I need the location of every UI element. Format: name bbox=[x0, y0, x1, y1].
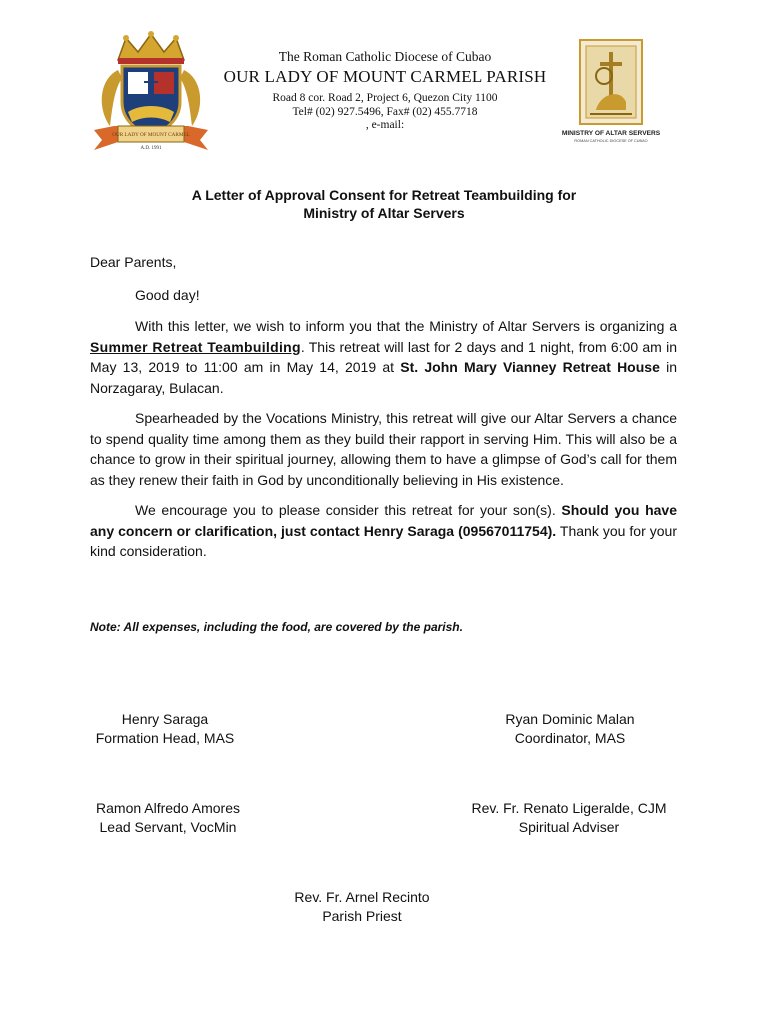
emblem-subcaption: ROMAN CATHOLIC DIOCESE OF CUBAO bbox=[574, 139, 648, 143]
signatory-role: Formation Head, MAS bbox=[95, 729, 235, 746]
signatory-block bbox=[490, 710, 650, 747]
letterhead bbox=[222, 48, 548, 133]
letter-title bbox=[90, 186, 678, 222]
signatory-block bbox=[280, 888, 444, 925]
paragraph-announcement bbox=[90, 316, 677, 398]
paragraph-purpose: Spearheaded by the Vocations Ministry, this retreat will give our Altar Servers a chance to spend quality time among them as they build their rapport in serving Him. This will also be a chance to grow in their spiritual journey, allowing them to have a glimpse of God’s call for them as they renew their faith in God by unconditionally believing in His existence. bbox=[90, 410, 677, 488]
signatory-name: Ryan Dominic Malan bbox=[505, 711, 635, 727]
crest-banner-text: OUR LADY OF MOUNT CARMEL bbox=[112, 132, 190, 138]
venue-name: St. John Mary Vianney Retreat House bbox=[400, 359, 660, 375]
signatory-role: Lead Servant, VocMin bbox=[99, 818, 237, 835]
parish-address: Road 8 cor. Road 2, Project 6, Quezon City 1100 bbox=[272, 92, 498, 104]
paragraph-closing bbox=[90, 500, 677, 562]
signatory-name: Rev. Fr. Arnel Recinto bbox=[294, 889, 430, 905]
signatory-role: Spiritual Adviser bbox=[518, 818, 620, 835]
signatory-block bbox=[90, 710, 240, 747]
altar-servers-emblem-icon bbox=[560, 38, 662, 148]
signatory-role: Coordinator, MAS bbox=[514, 729, 626, 746]
signatory-name: Rev. Fr. Renato Ligeralde, CJM bbox=[471, 800, 667, 816]
diocese-name: The Roman Catholic Diocese of Cubao bbox=[278, 49, 492, 64]
letter-title-line-1: A Letter of Approval Consent for Retreat Teambuilding for bbox=[191, 187, 577, 203]
paragraph-text: With this letter, we wish to inform you that the Ministry of Altar Servers is organizing a bbox=[135, 318, 677, 334]
paragraph-text: . This retreat will last for 2 days and 1 night, from 6:00 am in May 13, 2019 to 11:00 am in May 14, 2019 at bbox=[90, 338, 677, 375]
event-name: Summer Retreat Teambuilding bbox=[90, 338, 301, 355]
emblem-caption: MINISTRY OF ALTAR SERVERS bbox=[561, 130, 661, 137]
signatory-block bbox=[90, 799, 246, 836]
crest-year-text: A.D. 1991 bbox=[140, 146, 162, 151]
parish-phone-fax: Tel# (02) 927.5496, Fax# (02) 455.7718 bbox=[292, 105, 478, 118]
expenses-note: Note: All expenses, including the food, are covered by the parish. bbox=[90, 620, 463, 634]
signatory-role: Parish Priest bbox=[322, 907, 402, 924]
parish-email: , e-mail: bbox=[365, 119, 405, 131]
signatory-name: Henry Saraga bbox=[121, 711, 209, 727]
paragraph-text: We encourage you to please consider this retreat for your son(s). bbox=[135, 502, 562, 518]
salutation: Dear Parents, bbox=[90, 254, 177, 270]
letter-title-line-2: Ministry of Altar Servers bbox=[303, 205, 465, 221]
signatory-name: Ramon Alfredo Amores bbox=[96, 800, 240, 816]
contact-notice: Should you have any concern or clarification, just contact Henry Saraga (09567011754). bbox=[90, 502, 677, 539]
paragraph-text: in Norzagaray, Bulacan. bbox=[90, 359, 677, 396]
parish-crest-icon bbox=[88, 30, 214, 154]
greeting: Good day! bbox=[135, 286, 200, 303]
paragraph-text: Thank you for your kind consideration. bbox=[90, 522, 677, 559]
letter-body bbox=[90, 252, 677, 572]
parish-name: OUR LADY OF MOUNT CARMEL PARISH bbox=[223, 67, 547, 86]
signatory-block bbox=[460, 799, 678, 836]
